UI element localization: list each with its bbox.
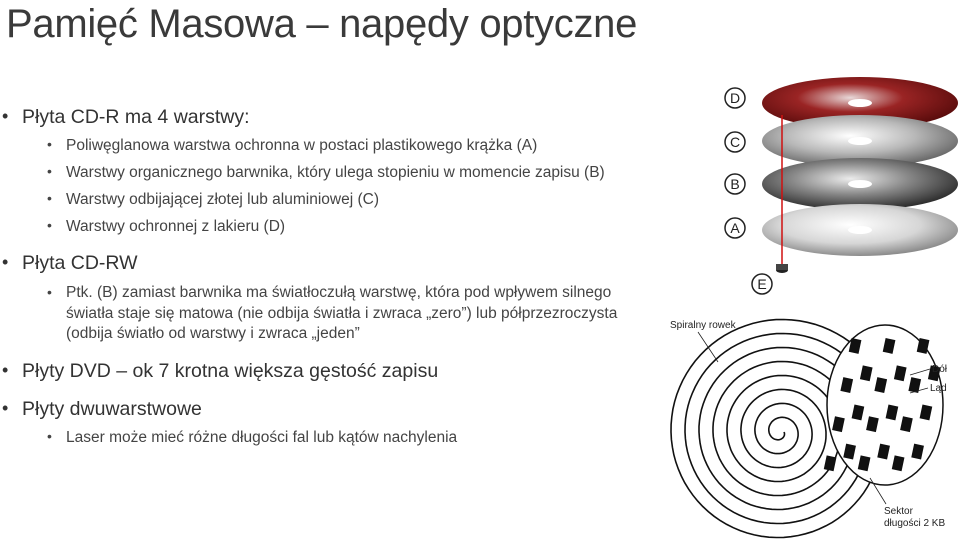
bullet-cdr-item: • Warstwy odbijającej złotej lub aluminiowej (C) — [47, 190, 379, 208]
layer-label-c — [725, 132, 745, 152]
bullet-dot: • — [2, 106, 9, 126]
spiral-label-pointer — [698, 332, 718, 362]
layer-label-b — [725, 174, 745, 194]
bullet-cdrw-item: • Ptk. (B) zamiast barwnika ma światłoczułą warstwę, która pod wpływem silnego światła staje się matowa (nie odbija światła i zwraca „zero”) lub półprzezroczysta (odbija światło od warstwy i zwraca „jeden” — [47, 284, 618, 342]
bullet-dvd-heading: • Płyty DVD – ok 7 krotna większa gęstość zapisu — [2, 360, 439, 382]
land-label: Ląd — [930, 383, 947, 394]
bullet-cdrw-heading: • Płyta CD-RW — [2, 252, 138, 274]
magnified-pits — [824, 325, 943, 485]
disc-layer-a — [762, 204, 958, 256]
optical-disc-figure — [660, 60, 960, 552]
svg-text:A: A — [730, 220, 740, 236]
bullet-cdr-heading: • Płyta CD-R ma 4 warstwy: — [2, 106, 250, 128]
svg-text:D: D — [729, 90, 741, 106]
layer-label-a — [725, 218, 745, 238]
sector-size-label: długości 2 KB — [884, 518, 946, 529]
layer-label-e — [752, 274, 772, 294]
bullet-cdr-item: • Warstwy organicznego barwnika, który ulega stopieniu w momencie zapisu (B) — [47, 163, 605, 181]
laser-source-icon — [776, 264, 788, 273]
pit-mark — [824, 456, 836, 471]
sector-label: Sektor — [884, 506, 913, 517]
slide-title: Pamięć Masowa – napędy optyczne — [6, 2, 638, 46]
disc-layer-b — [762, 158, 958, 210]
spiral-label: Spiralny rowek — [670, 320, 736, 331]
bullet-dual-heading: • Płyty dwuwarstwowe — [2, 398, 202, 420]
bullet-dual-item: • Laser może mieć różne długości fal lub kątów nachylenia — [47, 428, 458, 446]
svg-text:E: E — [757, 276, 767, 292]
bullet-cdr-item: • Warstwy ochronnej z lakieru (D) — [47, 217, 286, 235]
pit-label: Dół — [932, 364, 948, 375]
svg-text:B: B — [730, 176, 740, 192]
svg-text:C: C — [729, 134, 741, 150]
layer-label-d — [725, 88, 745, 108]
bullet-cdr-item: • Poliwęglanowa warstwa ochronna w postaci plastikowego krążka (A) — [47, 136, 538, 154]
